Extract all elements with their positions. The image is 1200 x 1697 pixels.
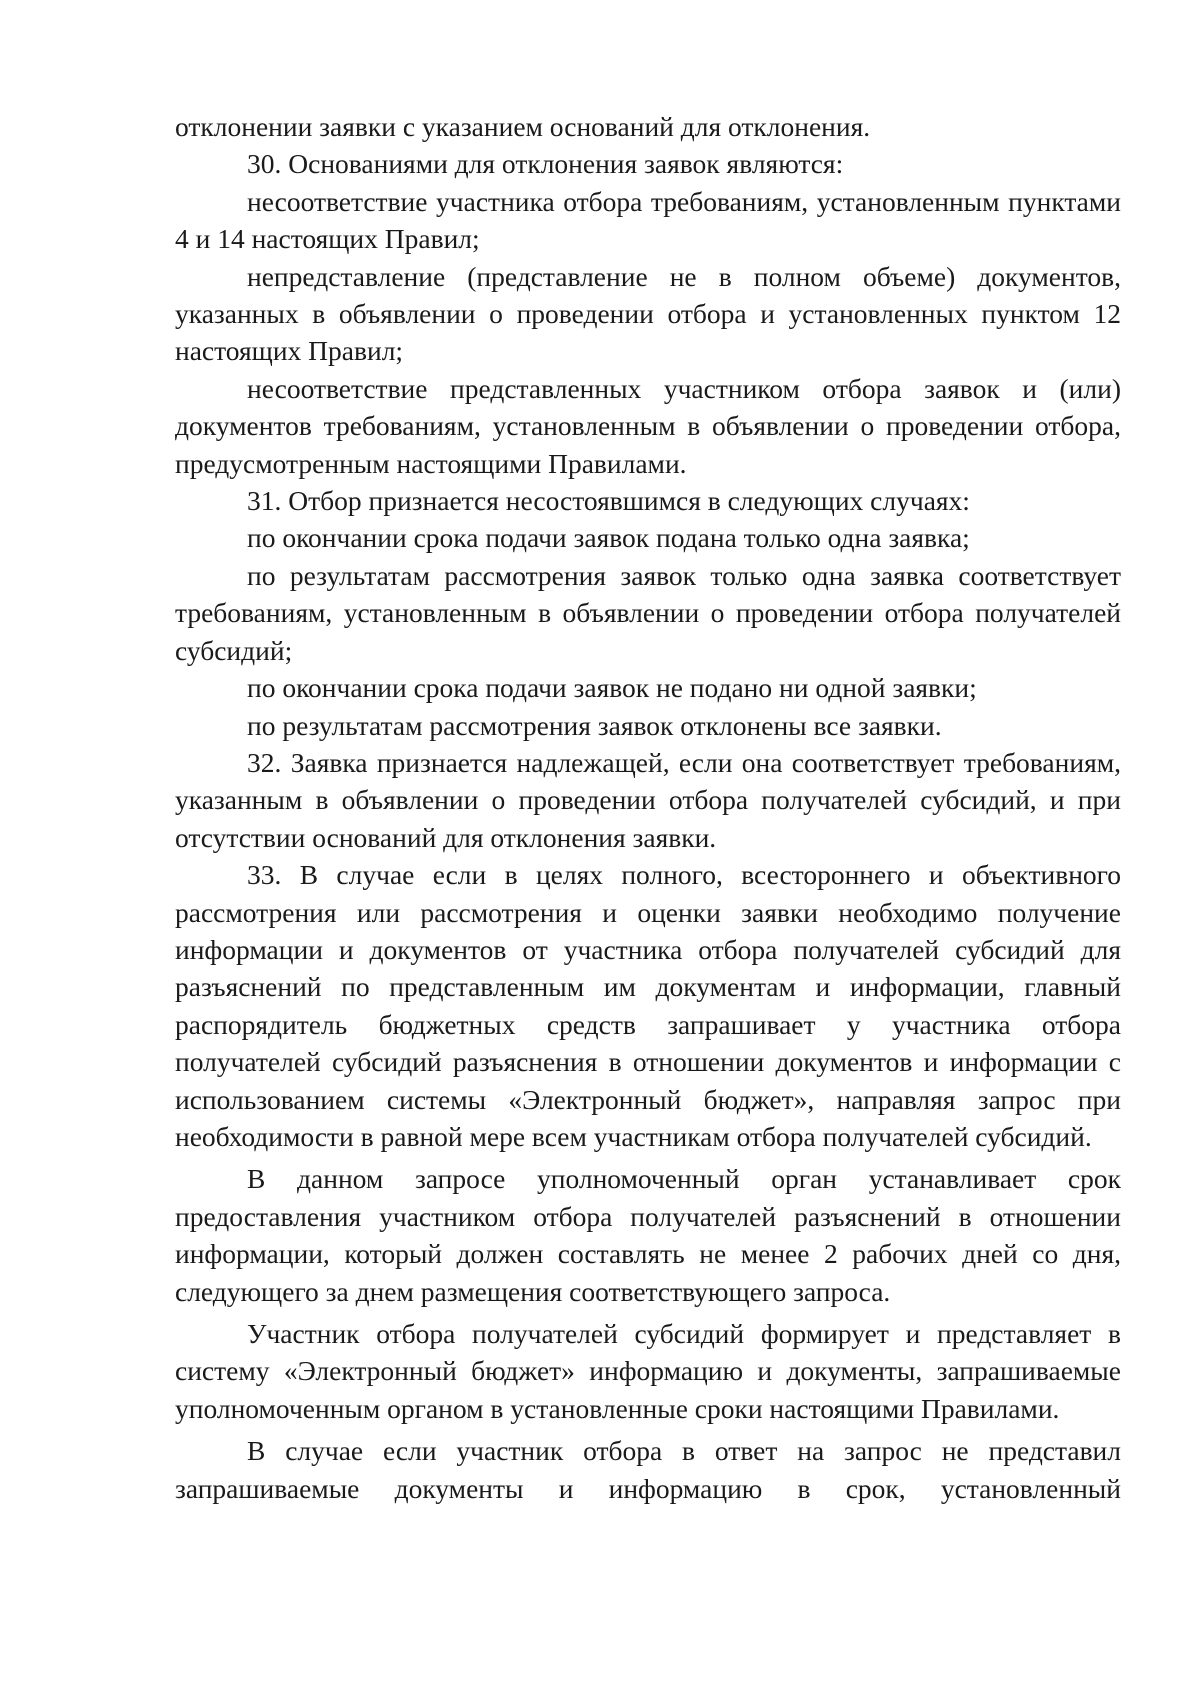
paragraph-item-33: 33. В случае если в целях полного, всестороннего и объективного рассмотрения или рассмотрения и оценки заявки необходимо получение информации и документов от участника отбора получателей субсидий для разъяснений по представленным им документам и информации, главный распорядитель бюджетных средств запрашивает у участника отбора получателей субсидий разъяснения в отношении документов и информации с использованием системы «Электронный бюджет», направляя запрос при необходимости в равной мере всем участникам отбора получателей субсидий.: [175, 859, 1121, 1152]
paragraph-case-2: по результатам рассмотрения заявок только одна заявка соответствует требованиям, установленным в объявлении о проведении отбора получателей субсидий;: [175, 559, 1121, 666]
paragraph-request-deadline: В данном запросе уполномоченный орган устанавливает срок предоставления участником отбора получателей разъяснений в отношении информации, который должен составлять не менее 2 рабочих дней со дня, следующего за днем размещения соответствующего запроса.: [175, 1163, 1121, 1307]
document-page: [175, 108, 1121, 1507]
paragraph-item-32: 32. Заявка признается надлежащей, если она соответствует требованиям, указанным в объявлении о проведении отбора получателей субсидий, и при отсутствии оснований для отклонения заявки.: [175, 746, 1121, 853]
paragraph-continuation: отклонении заявки с указанием оснований для отклонения.: [175, 111, 871, 142]
paragraph-item-30: 30. Основаниями для отклонения заявок являются:: [247, 148, 844, 180]
paragraph-non-submission: В случае если участник отбора в ответ на запрос не представил запрашиваемые документы и информацию в срок, установленный: [175, 1435, 1121, 1504]
paragraph-ground-1: несоответствие участника отбора требованиям, установленным пунктами 4 и 14 настоящих Правил;: [175, 185, 1121, 255]
paragraph-participant-submission: Участник отбора получателей субсидий формирует и представляет в систему «Электронный бюджет» информацию и документы, запрашиваемые уполномоченным органом в установленные сроки настоящими Правилами.: [175, 1318, 1121, 1424]
paragraph-ground-2: непредставление (представление не в полном объеме) документов, указанных в объявлении о проведении отбора и установленных пунктом 12 настоящих Правил;: [175, 260, 1121, 367]
paragraph-ground-3: несоответствие представленных участником отбора заявок и (или) документов требованиям, установленным в объявлении о проведении отбора, предусмотренным настоящими Правилами.: [175, 372, 1121, 479]
paragraph-case-3: по окончании срока подачи заявок не подано ни одной заявки;: [247, 672, 977, 704]
paragraph-case-4: по результатам рассмотрения заявок отклонены все заявки.: [247, 709, 942, 741]
paragraph-item-31: 31. Отбор признается несостоявшимся в следующих случаях:: [247, 485, 970, 517]
paragraph-case-1: по окончании срока подачи заявок подана только одна заявка;: [247, 522, 970, 554]
